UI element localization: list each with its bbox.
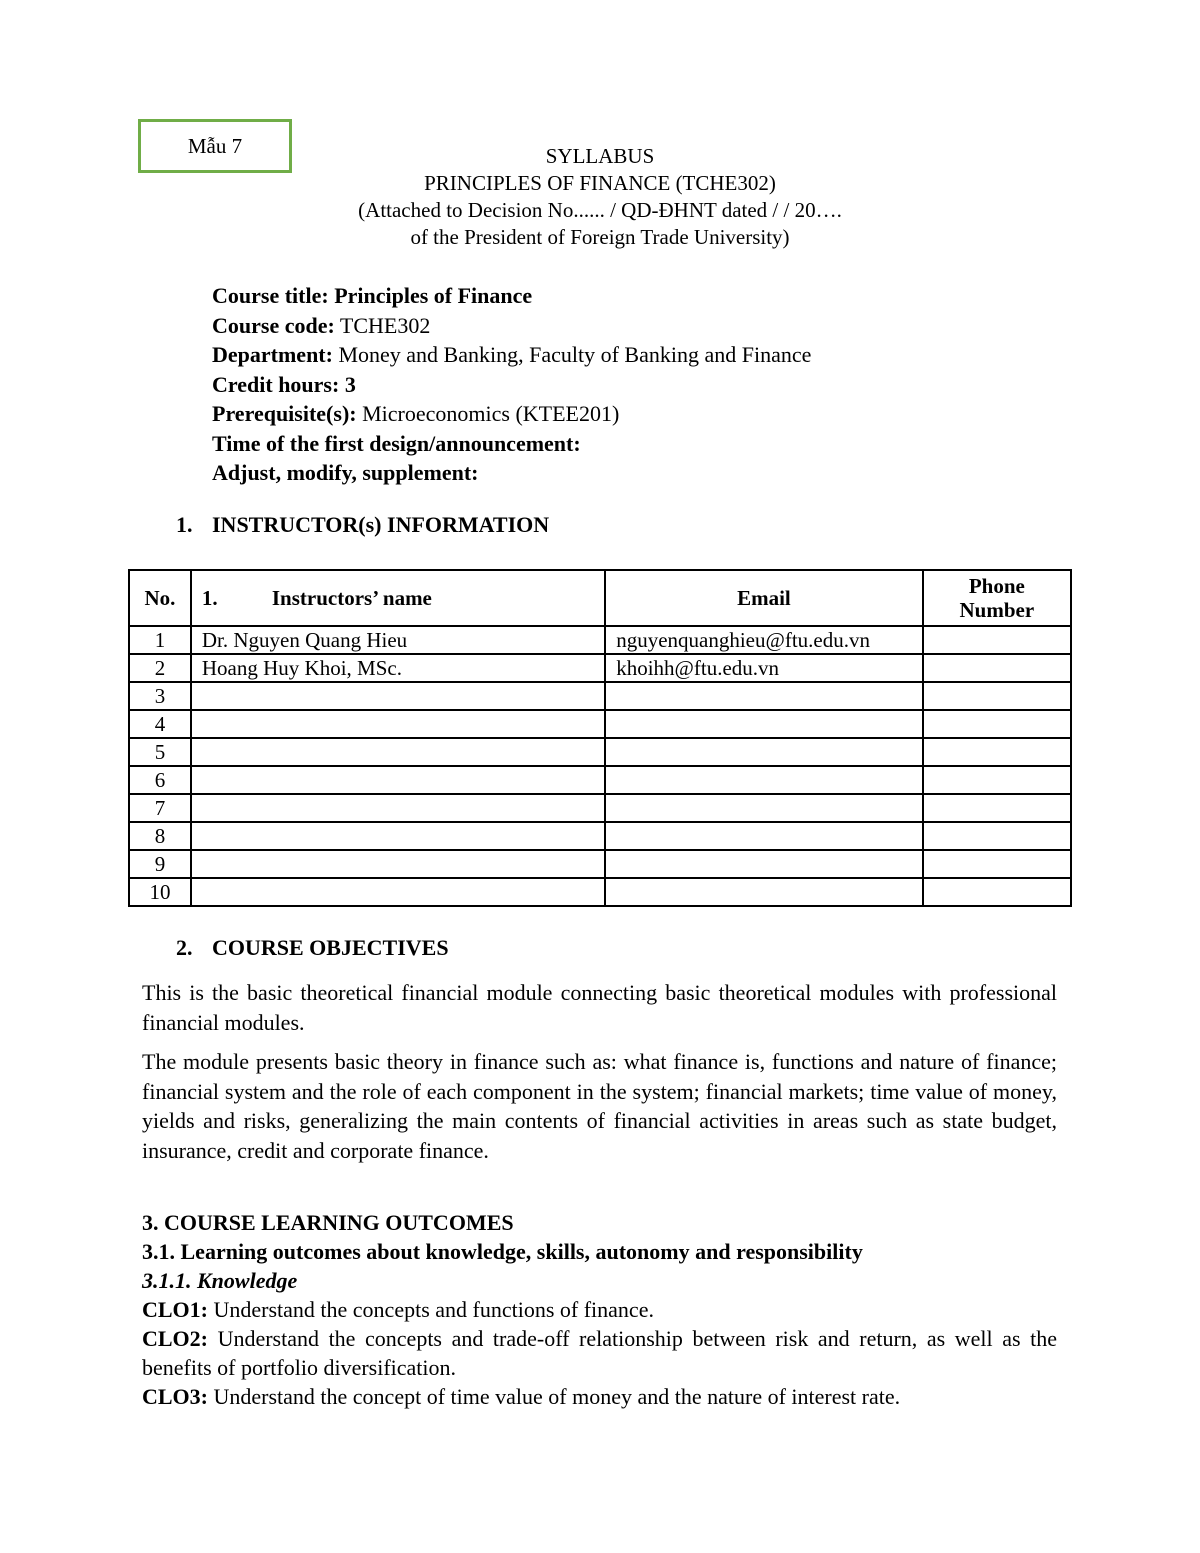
table-row <box>129 626 1071 654</box>
clo1-text: Understand the concepts and functions of finance. <box>208 1297 654 1322</box>
cell-no: 1 <box>129 626 191 654</box>
cell-no: 10 <box>129 878 191 906</box>
header-president: of the President of Foreign Trade University) <box>410 225 790 249</box>
credit-hours-row <box>212 370 811 400</box>
clo2-text: Understand the concepts and trade-off relationship between risk and return, as well as the benefits of portfolio diversification. <box>142 1326 1057 1380</box>
cell-name <box>191 794 605 822</box>
cell-phone <box>923 710 1071 738</box>
adjust-row <box>212 458 811 488</box>
clo1-label: CLO1: <box>142 1297 208 1322</box>
header-phone: Phone Number <box>923 570 1071 626</box>
table-row <box>129 682 1071 710</box>
credit-hours-value: 3 <box>339 371 356 397</box>
table-row <box>129 766 1071 794</box>
section-1-heading <box>176 512 549 538</box>
cell-email <box>605 794 922 822</box>
cell-email <box>605 738 922 766</box>
section-2-heading <box>176 935 449 961</box>
objectives-paragraph-1: This is the basic theoretical financial module connecting basic theoretical modules with professional financial modules. <box>142 980 1057 1035</box>
credit-hours-label: Credit hours: <box>212 371 340 397</box>
header-name-number: 1. <box>201 586 218 610</box>
cell-phone <box>923 878 1071 906</box>
document-header <box>0 143 1200 251</box>
section-3-1-1-title: 3.1.1. Knowledge <box>142 1268 298 1293</box>
table-row <box>129 738 1071 766</box>
clo2-label: CLO2: <box>142 1326 208 1351</box>
section-1-title: INSTRUCTOR(s) INFORMATION <box>212 512 550 537</box>
header-decision: (Attached to Decision No...... / QD-ĐHNT dated / / 20…. <box>358 198 842 222</box>
cell-email <box>605 822 922 850</box>
clo3 <box>142 1382 1057 1411</box>
header-email: Email <box>605 570 922 626</box>
cell-name <box>191 738 605 766</box>
clo3-text: Understand the concept of time value of money and the nature of interest rate. <box>208 1384 901 1409</box>
department-row <box>212 340 811 370</box>
table-row <box>129 710 1071 738</box>
cell-phone <box>923 794 1071 822</box>
table-row <box>129 654 1071 682</box>
cell-name <box>191 682 605 710</box>
section-1-number: 1. <box>176 512 193 537</box>
section-2-number: 2. <box>176 935 193 960</box>
course-code-row <box>212 311 811 341</box>
cell-email <box>605 682 922 710</box>
cell-no: 2 <box>129 654 191 682</box>
cell-phone <box>923 822 1071 850</box>
table-row <box>129 794 1071 822</box>
department-label: Department: <box>212 342 333 367</box>
learning-outcomes <box>142 1208 1057 1411</box>
cell-email: nguyenquanghieu@ftu.edu.vn <box>605 626 922 654</box>
cell-phone <box>923 766 1071 794</box>
cell-email: khoihh@ftu.edu.vn <box>605 654 922 682</box>
header-name <box>191 570 605 626</box>
cell-no: 8 <box>129 822 191 850</box>
cell-name <box>191 766 605 794</box>
header-course-title: PRINCIPLES OF FINANCE (TCHE302) <box>424 171 776 195</box>
header-name-label: Instructors’ name <box>271 586 432 610</box>
first-design-label: Time of the first design/announcement: <box>212 430 581 456</box>
department-value: Money and Banking, Faculty of Banking and Finance <box>332 342 812 367</box>
section-3-title: 3. COURSE LEARNING OUTCOMES <box>142 1210 514 1235</box>
cell-phone <box>923 738 1071 766</box>
first-design-row <box>212 429 811 459</box>
cell-no: 5 <box>129 738 191 766</box>
table-row <box>129 822 1071 850</box>
cell-email <box>605 710 922 738</box>
cell-phone <box>923 626 1071 654</box>
instructors-table <box>128 569 1072 907</box>
cell-name: Hoang Huy Khoi, MSc. <box>191 654 605 682</box>
course-title-row <box>212 281 811 311</box>
adjust-label: Adjust, modify, supplement: <box>212 460 479 485</box>
prerequisite-label: Prerequisite(s): <box>212 401 357 426</box>
clo1 <box>142 1295 1057 1324</box>
cell-no: 7 <box>129 794 191 822</box>
cell-no: 9 <box>129 850 191 878</box>
cell-name <box>191 878 605 906</box>
prerequisite-row <box>212 399 811 429</box>
cell-phone <box>923 850 1071 878</box>
cell-no: 6 <box>129 766 191 794</box>
table-row <box>129 878 1071 906</box>
cell-phone <box>923 654 1071 682</box>
cell-phone <box>923 682 1071 710</box>
cell-no: 3 <box>129 682 191 710</box>
header-no: No. <box>129 570 191 626</box>
cell-name <box>191 850 605 878</box>
cell-email <box>605 766 922 794</box>
objectives-paragraph-2: The module presents basic theory in finance such as: what finance is, functions and nature of finance; financial system and the role of each component in the system; financial markets; time value of money, yields and risks, generalizing the main contents of financial activities in areas such as state budget, insurance, credit and corporate finance. <box>142 1049 1057 1163</box>
section-3-1-title: 3.1. Learning outcomes about knowledge, skills, autonomy and responsibility <box>142 1239 863 1264</box>
form-label: Mẫu 7 <box>187 133 243 158</box>
header-syllabus: SYLLABUS <box>545 144 655 168</box>
cell-no: 4 <box>129 710 191 738</box>
cell-name <box>191 710 605 738</box>
cell-name <box>191 822 605 850</box>
course-code-label: Course code: <box>212 312 335 338</box>
clo2 <box>142 1324 1057 1382</box>
table-row <box>129 850 1071 878</box>
prerequisite-value: Microeconomics (KTEE201) <box>356 401 620 426</box>
clo3-label: CLO3: <box>142 1384 208 1409</box>
cell-name: Dr. Nguyen Quang Hieu <box>191 626 605 654</box>
course-title-value: Principles of Finance <box>328 283 533 308</box>
section-2-title: COURSE OBJECTIVES <box>212 935 449 960</box>
course-info <box>212 281 811 488</box>
course-title-label: Course title: <box>212 283 329 308</box>
cell-email <box>605 850 922 878</box>
course-code-value: TCHE302 <box>334 312 431 338</box>
cell-email <box>605 878 922 906</box>
table-header-row <box>129 570 1071 626</box>
